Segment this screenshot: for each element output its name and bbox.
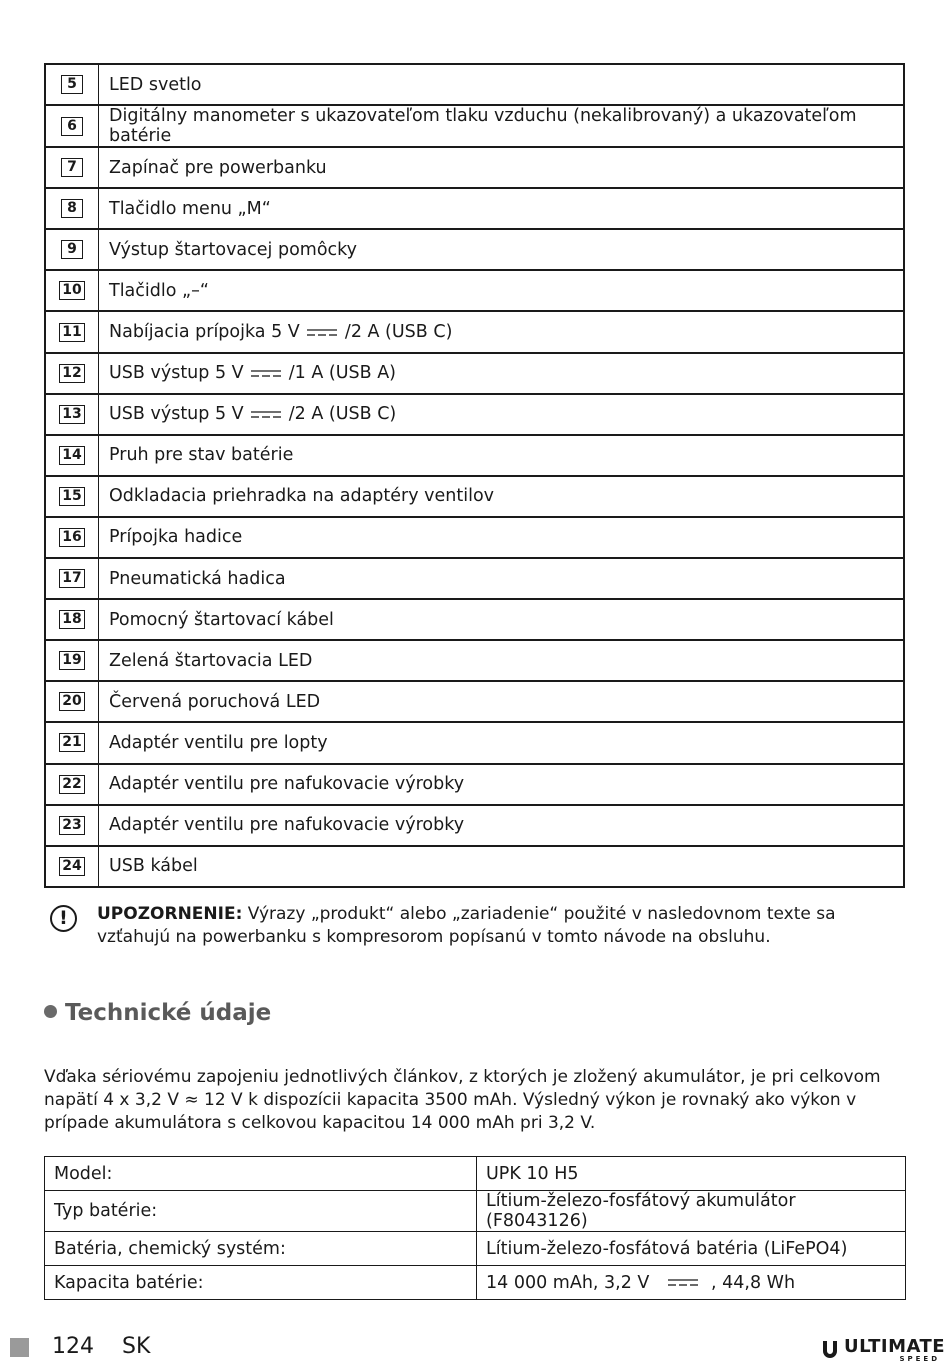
part-label: USB výstup 5 V	[109, 404, 244, 425]
part-number-badge: 24	[59, 857, 84, 876]
part-label-cell	[99, 270, 905, 311]
spec-value: UPK 10 H5	[486, 1163, 579, 1184]
spec-value-cell	[477, 1232, 906, 1266]
section-title: Technické údaje	[65, 1000, 272, 1026]
part-number-cell	[45, 846, 99, 887]
spec-value-cell	[477, 1157, 906, 1191]
part-label: Nabíjacia prípojka 5 V	[109, 322, 300, 343]
spec-row	[45, 1266, 906, 1300]
part-number-badge: 16	[59, 528, 84, 547]
dc-symbol-icon	[657, 1278, 709, 1287]
part-label: LED svetlo	[109, 74, 202, 95]
part-label: Adaptér ventilu pre lopty	[109, 732, 328, 753]
part-number-cell	[45, 599, 99, 640]
part-label-cell	[99, 435, 905, 476]
language-code: SK	[122, 1334, 151, 1359]
parts-row	[45, 805, 904, 846]
part-number-cell	[45, 270, 99, 311]
part-label-cell	[99, 188, 905, 229]
spec-value-cell	[477, 1266, 906, 1300]
part-number-badge: 6	[61, 117, 83, 136]
parts-row	[45, 64, 904, 105]
part-label-cell	[99, 105, 905, 147]
part-label-suffix: /2 A (USB C)	[288, 404, 397, 425]
brand-subtitle: SPEED	[899, 1355, 940, 1363]
dc-symbol-icon	[251, 410, 281, 419]
part-label: Zelená štartovacia LED	[109, 650, 313, 671]
spec-value-suffix: , 44,8 Wh	[710, 1272, 796, 1293]
notice-body: Výrazy „produkt“ alebo „zariadenie“ použité v nasledovnom texte sa vzťahujú na powerbanku s kompresorom popísanú v tomto návode na obsluhu.	[97, 904, 836, 947]
spec-key: Model:	[45, 1157, 477, 1191]
part-label-cell	[99, 846, 905, 887]
intro-paragraph: Vďaka sériovému zapojeniu jednotlivých článkov, z ktorých je zložený akumulátor, je pri celkovom napätí 4 x 3,2 V ≈ 12 V k dispozícii kapacita 3500 mAh. Výsledný výkon je rovnaký ako výkon v prípade akumulátora s celkovou kapacitou 14 000 mAh pri 3,2 V.	[44, 1067, 881, 1133]
parts-row	[45, 764, 904, 805]
parts-row	[45, 640, 904, 681]
part-number-badge: 13	[59, 405, 84, 424]
part-number-cell	[45, 311, 99, 352]
part-number-badge: 8	[61, 199, 83, 218]
dc-symbol-icon	[251, 369, 281, 378]
part-label: Prípojka hadice	[109, 527, 243, 548]
part-number-cell	[45, 517, 99, 558]
parts-row	[45, 353, 904, 394]
spec-key: Typ batérie:	[45, 1191, 477, 1232]
part-number-cell	[45, 640, 99, 681]
parts-row	[45, 105, 904, 147]
part-label-cell	[99, 476, 905, 517]
part-label-cell	[99, 599, 905, 640]
part-number-badge: 9	[61, 240, 83, 259]
part-label: USB výstup 5 V	[109, 363, 244, 384]
spec-value: Lítium-železo-fosfátový akumulátor (F8043126)	[486, 1191, 796, 1231]
part-number-cell	[45, 394, 99, 435]
part-label: Tlačidlo menu „M“	[109, 198, 271, 219]
part-label-cell	[99, 64, 905, 105]
part-number-badge: 18	[59, 610, 84, 629]
part-label-cell	[99, 147, 905, 188]
part-label: Pomocný štartovací kábel	[109, 609, 334, 630]
part-number-cell	[45, 722, 99, 763]
parts-row	[45, 517, 904, 558]
part-number-badge: 17	[59, 569, 84, 588]
part-label-cell	[99, 681, 905, 722]
parts-table	[44, 63, 905, 888]
spec-value: Lítium-železo-fosfátová batéria (LiFePO4)	[486, 1238, 848, 1259]
dc-symbol-icon	[307, 328, 337, 337]
part-label: Adaptér ventilu pre nafukovacie výrobky	[109, 774, 465, 795]
part-label-cell	[99, 311, 905, 352]
notice-label: UPOZORNENIE:	[97, 904, 243, 924]
part-label-cell	[99, 558, 905, 599]
part-number-badge: 21	[59, 733, 84, 752]
brand-mark-icon	[820, 1338, 840, 1358]
spec-key: Kapacita batérie:	[45, 1266, 477, 1300]
parts-row	[45, 681, 904, 722]
footer-marker	[10, 1338, 29, 1357]
part-label: Červená poruchová LED	[109, 691, 321, 712]
notice	[50, 903, 910, 949]
part-label: Adaptér ventilu pre nafukovacie výrobky	[109, 815, 465, 836]
brand-name: ULTIMATE	[844, 1336, 946, 1357]
section-heading	[44, 1000, 271, 1026]
part-number-cell	[45, 188, 99, 229]
part-number-cell	[45, 64, 99, 105]
part-number-badge: 22	[59, 775, 84, 794]
part-label-cell	[99, 640, 905, 681]
parts-row	[45, 476, 904, 517]
parts-row	[45, 311, 904, 352]
part-label: Pruh pre stav batérie	[109, 445, 294, 466]
part-number-cell	[45, 558, 99, 599]
parts-row	[45, 188, 904, 229]
part-label: USB kábel	[109, 856, 198, 877]
parts-row	[45, 394, 904, 435]
part-label-cell	[99, 394, 905, 435]
parts-row	[45, 147, 904, 188]
parts-row	[45, 270, 904, 311]
part-label-suffix: /2 A (USB C)	[344, 322, 453, 343]
spec-value-cell	[477, 1191, 906, 1232]
parts-row	[45, 722, 904, 763]
part-number-badge: 11	[59, 323, 84, 342]
brand-logo	[820, 1336, 946, 1363]
notice-text	[97, 903, 910, 949]
spec-row	[45, 1157, 906, 1191]
part-number-cell	[45, 805, 99, 846]
part-label-cell	[99, 229, 905, 270]
part-number-badge: 23	[59, 816, 84, 835]
part-number-cell	[45, 229, 99, 270]
part-label-cell	[99, 517, 905, 558]
part-number-badge: 14	[59, 446, 84, 465]
part-label-cell	[99, 764, 905, 805]
part-number-badge: 5	[61, 75, 83, 94]
parts-row	[45, 846, 904, 887]
part-number-badge: 10	[59, 281, 84, 300]
part-number-cell	[45, 353, 99, 394]
part-label-cell	[99, 353, 905, 394]
part-number-cell	[45, 105, 99, 147]
parts-row	[45, 229, 904, 270]
part-number-badge: 20	[59, 692, 84, 711]
part-number-cell	[45, 476, 99, 517]
page-number: 124	[52, 1334, 94, 1359]
part-number-cell	[45, 764, 99, 805]
part-label-cell	[99, 805, 905, 846]
parts-row	[45, 558, 904, 599]
part-label: Odkladacia priehradka na adaptéry ventilov	[109, 486, 495, 507]
part-number-badge: 12	[59, 364, 84, 383]
part-number-badge: 7	[61, 158, 83, 177]
part-label: Pneumatická hadica	[109, 568, 286, 589]
exclamation-circle-icon: !	[50, 905, 77, 932]
bullet-icon	[44, 1005, 57, 1018]
part-label-cell	[99, 722, 905, 763]
part-label: Výstup štartovacej pomôcky	[109, 239, 358, 260]
part-label-suffix: /1 A (USB A)	[288, 363, 397, 384]
part-label: Tlačidlo „–“	[109, 280, 209, 301]
spec-row	[45, 1191, 906, 1232]
spec-row	[45, 1232, 906, 1266]
part-number-badge: 15	[59, 487, 84, 506]
part-number-cell	[45, 681, 99, 722]
part-number-cell	[45, 147, 99, 188]
parts-row	[45, 435, 904, 476]
part-number-badge: 19	[59, 651, 84, 670]
part-label: Zapínač pre powerbanku	[109, 157, 327, 178]
part-number-cell	[45, 435, 99, 476]
parts-row	[45, 599, 904, 640]
spec-value: 14 000 mAh, 3,2 V	[486, 1272, 650, 1293]
specs-table	[44, 1156, 906, 1300]
spec-key: Batéria, chemický systém:	[45, 1232, 477, 1266]
part-label: Digitálny manometer s ukazovateľom tlaku vzduchu (nekalibrovaný) a ukazovateľom batérie	[109, 106, 857, 147]
